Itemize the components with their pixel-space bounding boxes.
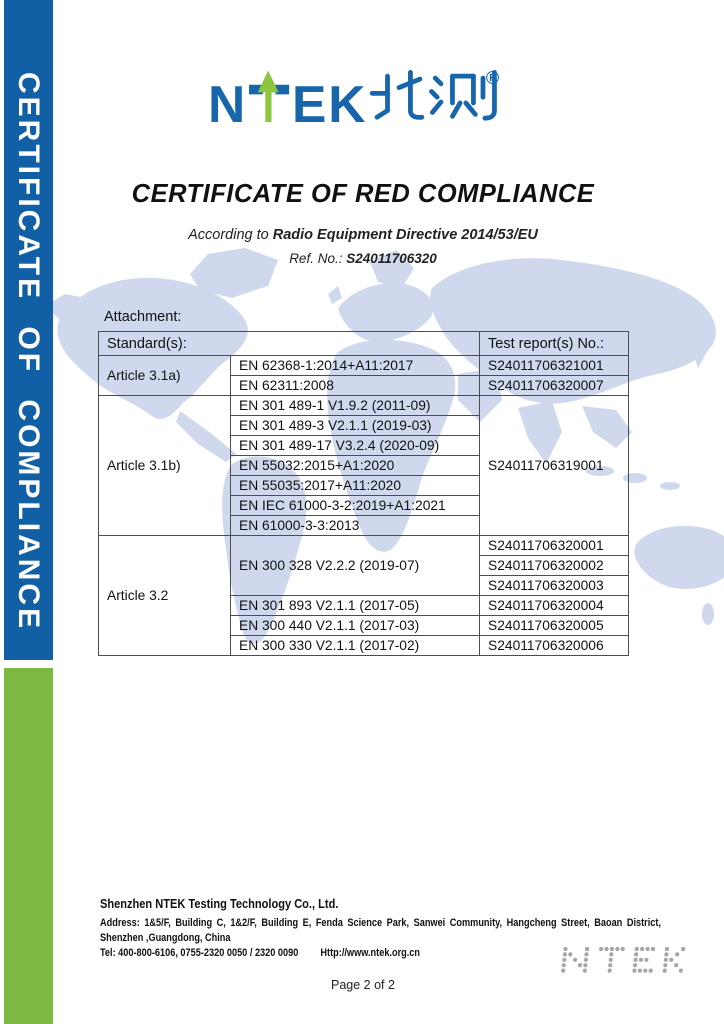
- report-header-cell: Test report(s) No.:: [480, 332, 629, 356]
- company-address: Address: 1&5/F, Building C, 1&2/F, Building E, Fenda Science Park, Sanwei Community, Hangcheng Street, Baoan District, Shenzhen ,Guangdong, China: [100, 917, 661, 944]
- registered-trademark-icon: ®: [485, 67, 500, 88]
- subtitle-prefix: According to: [188, 227, 273, 243]
- company-url: Http://www.ntek.org.cn: [320, 947, 421, 959]
- report-cell: S24011706320004: [480, 596, 629, 616]
- report-cell: S24011706320002: [480, 556, 629, 576]
- report-cell: S24011706320001: [480, 536, 629, 556]
- standard-cell: EN 61000-3-3:2013: [231, 516, 480, 536]
- report-cell: S24011706320005: [480, 616, 629, 636]
- article-cell: Article 3.1b): [99, 396, 231, 536]
- sidebar-vertical-title: CERTIFICATE OF COMPLIANCE: [12, 72, 45, 632]
- page-number: Page 2 of 2: [331, 978, 395, 992]
- directive-name: Radio Equipment Directive 2014/53/EU: [272, 227, 538, 243]
- standard-cell: EN 62368-1:2014+A11:2017: [231, 356, 480, 376]
- standard-cell: EN 300 328 V2.2.2 (2019-07): [231, 536, 480, 596]
- report-cell: S24011706319001: [480, 396, 629, 536]
- table-row: [99, 536, 629, 556]
- standard-cell: EN 301 489-3 V2.1.1 (2019-03): [231, 416, 480, 436]
- compliance-table: [98, 331, 629, 656]
- ntek-logo: [208, 62, 504, 140]
- table-row: [99, 356, 629, 376]
- standard-cell: EN IEC 61000-3-2:2019+A1:2021: [231, 496, 480, 516]
- standard-cell: EN 301 489-1 V1.9.2 (2011-09): [231, 396, 480, 416]
- article-cell: Article 3.1a): [99, 356, 231, 396]
- report-cell: S24011706320006: [480, 636, 629, 656]
- report-cell: S24011706321001: [480, 356, 629, 376]
- attachment-label: Attachment:: [104, 309, 182, 325]
- logo-letters-ek: EK: [292, 75, 368, 134]
- ntek-dot-watermark: [558, 944, 694, 982]
- report-cell: S24011706320003: [480, 576, 629, 596]
- report-cell: S24011706320007: [480, 376, 629, 396]
- logo-arrow-t-icon: [249, 70, 289, 122]
- reference-number-line: [98, 251, 628, 266]
- logo-cn-characters: [372, 72, 494, 118]
- standard-cell: EN 300 440 V2.1.1 (2017-03): [231, 616, 480, 636]
- table-row: [99, 396, 629, 416]
- certificate-title: CERTIFICATE OF RED COMPLIANCE: [131, 180, 595, 208]
- ref-label: Ref. No.:: [289, 251, 347, 266]
- logo-letter-n: N: [208, 75, 246, 134]
- standard-cell: EN 62311:2008: [231, 376, 480, 396]
- standard-cell: EN 55035:2017+A11:2020: [231, 476, 480, 496]
- table-header-row: [99, 332, 629, 356]
- standard-cell: EN 301 489-17 V3.2.4 (2020-09): [231, 436, 480, 456]
- company-tel: Tel: 400-800-6106, 0755-2320 0050 / 2320 0090: [100, 947, 299, 959]
- company-name: Shenzhen NTEK Testing Technology Co., Ltd.: [100, 896, 339, 911]
- certificate-subtitle: [98, 227, 628, 243]
- logo-cn-text: [0, 0, 1, 1]
- standard-cell: EN 55032:2015+A1:2020: [231, 456, 480, 476]
- article-cell: Article 3.2: [99, 536, 231, 656]
- standard-cell: EN 300 330 V2.1.1 (2017-02): [231, 636, 480, 656]
- ref-value: S24011706320: [346, 251, 437, 266]
- standard-cell: EN 301 893 V2.1.1 (2017-05): [231, 596, 480, 616]
- standards-header-cell: Standard(s):: [99, 332, 480, 356]
